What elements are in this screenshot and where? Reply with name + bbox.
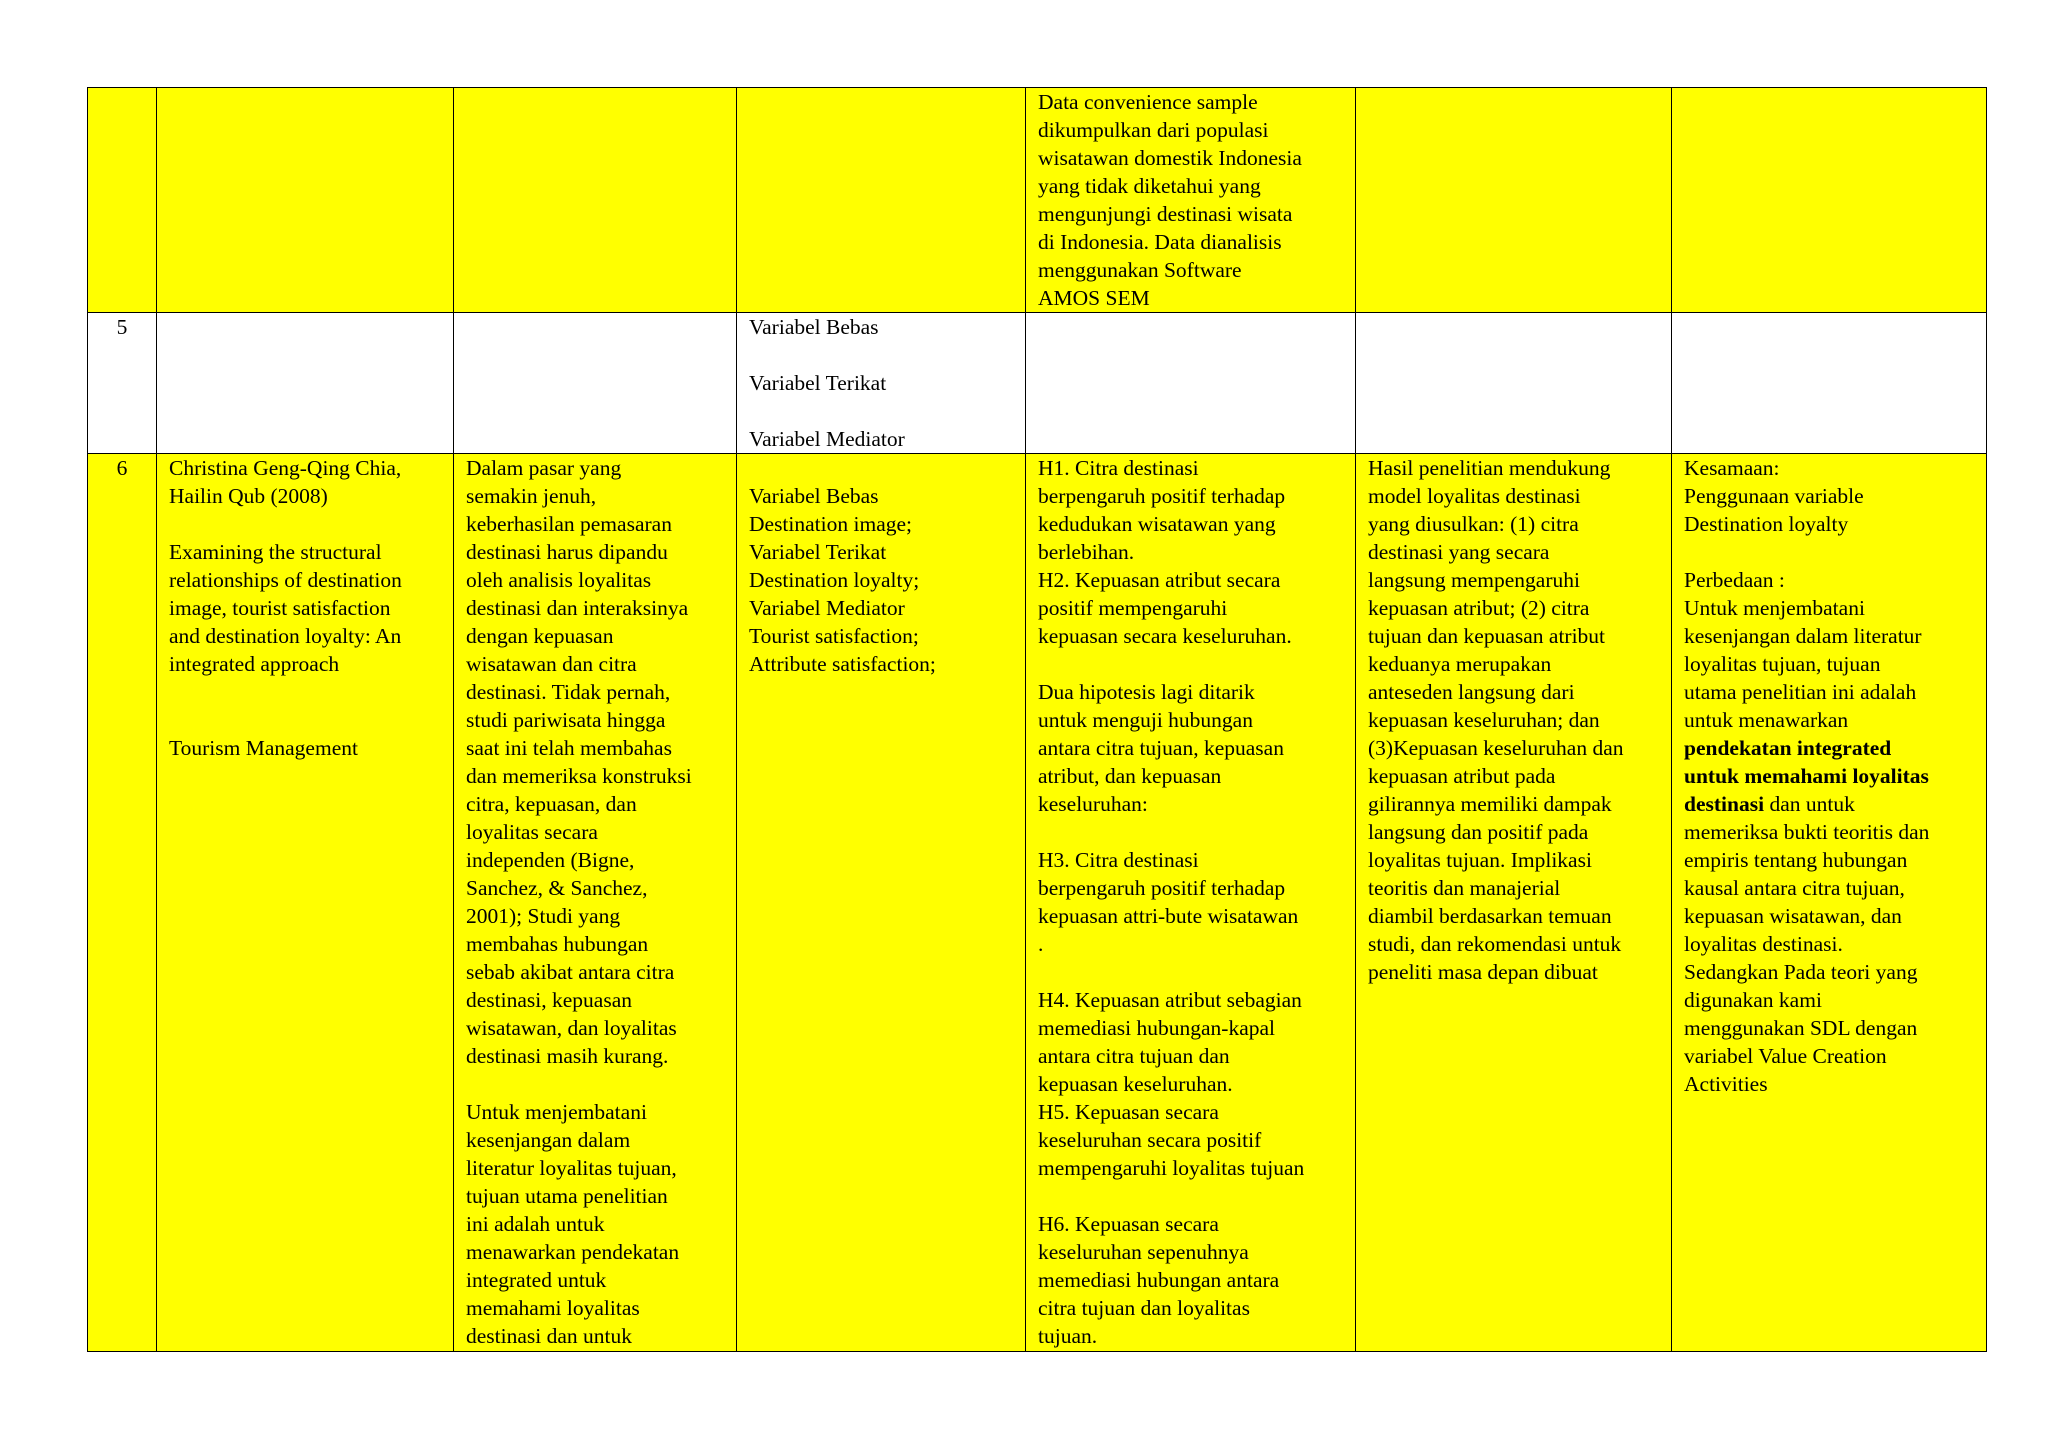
comparison-cell (1672, 313, 1987, 454)
table-row (88, 313, 1987, 454)
hypothesis-paragraph: Dua hipotesis lagi ditarik untuk menguji hubungan antara citra tujuan, kepuasan atribut, dan kepuasan keseluruhan: (1038, 680, 1284, 816)
comparison-cell (1672, 88, 1987, 313)
variables-text: Variabel Bebas Destination image; Variabel Terikat Destination loyalty; Variabel Mediator Tourist satisfaction; Attribute satisfaction; (749, 484, 936, 676)
table-row (88, 454, 1987, 1352)
difference-emphasis: pendekatan integrated untuk memahami loyalitas destinasi (1684, 736, 1929, 816)
background-paragraph: Dalam pasar yang semakin jenuh, keberhasilan pemasaran destinasi harus dipandu oleh analisis loyalitas destinasi dan interaksinya dengan kepuasan wisatawan dan citra destinasi. Tidak pernah, studi pariwisata hingga saat ini telah membahas dan memeriksa konstruksi citra, kepuasan, dan loyalitas secara independen (Bigne, Sanchez, & Sanchez, 2001); Studi yang membahas hubungan sebab akibat antara citra destinasi, kepuasan wisatawan, dan loyalitas destinasi masih kurang. (466, 456, 692, 1068)
author-cell (157, 88, 454, 313)
background-cell (454, 88, 737, 313)
author-cell (157, 313, 454, 454)
results-cell (1356, 88, 1672, 313)
row-number: 6 (88, 454, 157, 1352)
hypothesis-paragraph: H3. Citra destinasi berpengaruh positif terhadap kepuasan attri-bute wisatawan . (1038, 848, 1299, 956)
method-cell (1026, 313, 1356, 454)
difference-rest: dan untuk memeriksa bukti teoritis dan empiris tentang hubungan kausal antara citra tujuan, kepuasan wisatawan, dan loyalitas destinasi. Sedangkan Pada teori yang digunakan kami menggunakan SDL dengan variabel Value Creation Activities (1684, 792, 1930, 1096)
background-cell (454, 313, 737, 454)
row-number: 5 (88, 313, 157, 454)
comparison-cell (1672, 454, 1987, 1352)
variables-cell (737, 454, 1026, 1352)
hypothesis-cell (1026, 454, 1356, 1352)
hypothesis-paragraph: H4. Kepuasan atribut sebagian memediasi hubungan-kapal antara citra tujuan dan kepuasan keseluruhan. H5. Kepuasan secara keseluruhan secara positif mempengaruhi loyalitas tujuan (1038, 988, 1305, 1180)
literature-review-table (87, 87, 1987, 1352)
author-names: Christina Geng-Qing Chia, Hailin Qub (2008) (169, 456, 402, 508)
var-mediator-label: Variabel Mediator (749, 427, 905, 451)
method-cell (1026, 88, 1356, 313)
method-text: Data convenience sample dikumpulkan dari populasi wisatawan domestik Indonesia yang tidak diketahui yang mengunjungi destinasi wisata di Indonesia. Data dianalisis menggunakan Software AMOS SEM (1038, 90, 1302, 310)
results-cell (1356, 454, 1672, 1352)
variables-cell (737, 88, 1026, 313)
author-cell (157, 454, 454, 1352)
paper-title: Examining the structural relationships of destination image, tourist satisfaction and destination loyalty: An integrated approach (169, 540, 402, 676)
hypothesis-paragraph: H1. Citra destinasi berpengaruh positif terhadap kedudukan wisatawan yang berlebihan. H2. Kepuasan atribut secara positif mempengaruhi kepuasan secara keseluruhan. (1038, 456, 1292, 648)
results-cell (1356, 313, 1672, 454)
table-row (88, 88, 1987, 313)
var-bebas-label: Variabel Bebas (749, 315, 879, 339)
row-number (88, 88, 157, 313)
results-text: Hasil penelitian mendukung model loyalitas destinasi yang diusulkan: (1) citra destinasi yang secara langsung mempengaruhi kepuasan atribut; (2) citra tujuan dan kepuasan atribut keduanya merupakan anteseden langsung dari kepuasan keseluruhan; dan (3)Kepuasan keseluruhan dan kepuasan atribut pada gilirannya memiliki dampak langsung dan positif pada loyalitas tujuan. Implikasi teoritis dan manajerial diambil berdasarkan temuan studi, dan rekomendasi untuk peneliti masa depan dibuat (1368, 456, 1624, 984)
variables-cell (737, 313, 1026, 454)
background-cell (454, 454, 737, 1352)
hypothesis-paragraph: H6. Kepuasan secara keseluruhan sepenuhnya memediasi hubungan antara citra tujuan dan loyalitas tujuan. (1038, 1212, 1280, 1348)
var-terikat-label: Variabel Terikat (749, 371, 887, 395)
journal-name: Tourism Management (169, 736, 358, 760)
difference-intro: Perbedaan : Untuk menjembatani kesenjangan dalam literatur loyalitas tujuan, tujuan utama penelitian ini adalah untuk menawarkan (1684, 568, 1922, 732)
similarity-text: Kesamaan: Penggunaan variable Destination loyalty (1684, 456, 1864, 536)
background-paragraph: Untuk menjembatani kesenjangan dalam literatur loyalitas tujuan, tujuan utama penelitian ini adalah untuk menawarkan pendekatan integrated untuk memahami loyalitas destinasi dan untuk (466, 1100, 680, 1348)
difference-text (1684, 566, 1974, 1098)
